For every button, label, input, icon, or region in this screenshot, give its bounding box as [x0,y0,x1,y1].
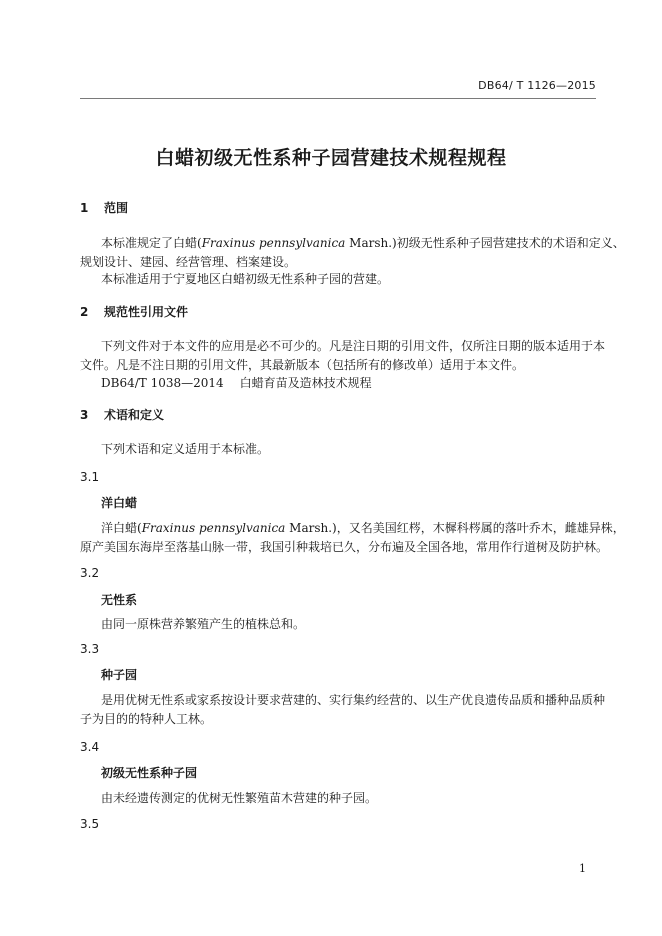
section-title: 规范性引用文件 [104,305,189,319]
term-3-2-definition: 由同一原株营养繁殖产生的植株总和。 [101,617,306,631]
section-number: 3 [80,408,89,422]
section-2-paragraph-line-2: 文件。凡是不注日期的引用文件，其最新版本（包括所有的修改单）适用于本文件。 [80,358,525,372]
term-3-2: 无性系 [101,593,138,607]
latin-name: Fraxinus pennsylvanica [141,521,286,535]
reference-code: DB64/T 1038—2014 [101,376,224,390]
section-number: 2 [80,305,89,319]
term-3-1: 洋白蜡 [101,496,138,510]
page-number: 1 [579,862,586,875]
reference-title: 白蜡育苗及造林技术规程 [239,376,372,390]
section-1-heading [80,199,128,216]
term-3-3: 种子园 [101,668,138,682]
section-title: 术语和定义 [104,408,165,422]
clause-3-1-number: 3.1 [80,470,100,484]
header-rule [80,98,596,99]
section-1-paragraph-1-line-2: 规划设计、建园、经营管理、档案建设。 [80,255,297,269]
clause-3-4-number: 3.4 [80,740,100,754]
section-2-heading [80,303,188,320]
section-3-intro: 下列术语和定义适用于本标准。 [101,442,270,456]
clause-3-5-number: 3.5 [80,817,100,831]
clause-3-3-number: 3.3 [80,642,100,656]
term-3-4-definition: 由未经遗传测定的优树无性繁殖苗木营建的种子园。 [101,791,378,805]
term-3-4: 初级无性系种子园 [101,766,198,780]
section-2-paragraph-line-1: 下列文件对于本文件的应用是必不可少的。凡是注日期的引用文件，仅所注日期的版本适用于本 [101,339,606,353]
normative-reference [101,374,372,391]
section-1-paragraph-1-line-1: 本标准规定了白蜡(Fraxinus pennsylvanica Marsh.)初级无性系种子园营建技术的术语和定义、 [101,236,625,250]
clause-3-2-number: 3.2 [80,566,100,580]
term-3-3-definition-line-1: 是用优树无性系或家系按设计要求营建的、实行集约经营的、以生产优良遗传品质和播种品质种 [101,693,606,707]
term-3-1-definition-line-2: 原产美国东海岸至落基山脉一带，我国引种栽培已久，分布遍及全国各地，常用作行道树及防护林。 [80,540,609,554]
document-code: DB64/ T 1126—2015 [478,79,596,92]
section-1-paragraph-2: 本标准适用于宁夏地区白蜡初级无性系种子园的营建。 [101,272,390,286]
section-title: 范围 [104,201,129,215]
term-3-3-definition-line-2: 子为目的的特种人工林。 [80,712,213,726]
term-3-1-definition-line-1: 洋白蜡(Fraxinus pennsylvanica Marsh.)，又名美国红梣，木樨科梣属的落叶乔木，雌雄异株， [101,521,625,535]
section-3-heading [80,406,164,423]
section-number: 1 [80,201,89,215]
latin-name: Fraxinus pennsylvanica [201,236,346,250]
document-title: 白蜡初级无性系种子园营建技术规程规程 [155,147,507,169]
